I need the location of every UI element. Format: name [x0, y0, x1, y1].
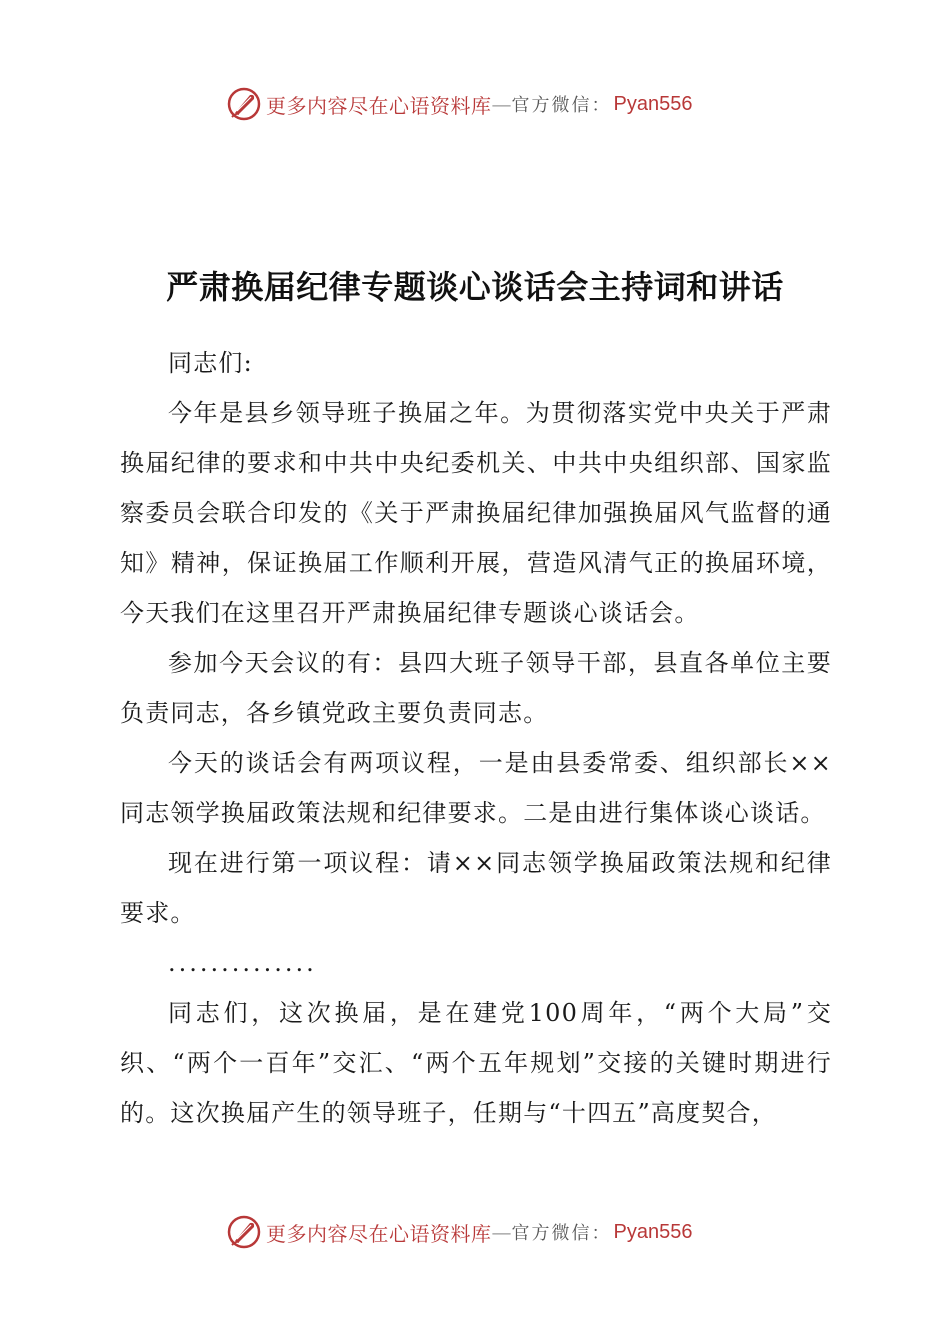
document-body — [120, 338, 832, 1138]
feather-pen-icon — [226, 1214, 262, 1250]
document-title: 严肃换届纪律专题谈心谈话会主持词和讲话 — [166, 268, 784, 306]
paragraph-speech: 同志们，这次换届，是在建党100周年，“两个大局”交织、“两个一百年”交汇、“两个五年规划”交接的关键时期进行的。这次换届产生的领导班子，任期与“十四五”高度契合， — [120, 999, 832, 1127]
watermark-brand: 更多内容尽在心语资料库 — [266, 93, 492, 118]
watermark-wechat-id: Pyan556 — [613, 1220, 693, 1243]
paragraph-intro: 今年是县乡领导班子换届之年。为贯彻落实党中央关于严肃换届纪律的要求和中共中央纪委机关、中共中央组织部、国家监察委员会联合印发的《关于严肃换届纪律加强换届风气监督的通知》精神，保证换届工作顺利开展，营造风清气正的换届环境，今天我们在这里召开严肃换届纪律专题谈心谈话会。 — [120, 399, 832, 627]
watermark-dash: — — [491, 1220, 512, 1244]
paragraph-ellipsis: .............. — [168, 949, 317, 977]
watermark-wechat-id: Pyan556 — [613, 92, 693, 115]
footer-watermark — [226, 1212, 692, 1252]
header-watermark — [226, 84, 692, 124]
paragraph-agenda: 今天的谈话会有两项议程，一是由县委常委、组织部长××同志领学换届政策法规和纪律要求。二是由进行集体谈心谈话。 — [120, 749, 832, 827]
paragraph-first-item: 现在进行第一项议程：请××同志领学换届政策法规和纪律要求。 — [120, 849, 832, 927]
feather-pen-icon — [226, 86, 262, 122]
watermark-label: 官方微信： — [511, 1223, 612, 1244]
watermark-brand: 更多内容尽在心语资料库 — [266, 1221, 492, 1246]
watermark-label: 官方微信： — [511, 95, 612, 116]
paragraph-salutation: 同志们: — [168, 349, 253, 377]
paragraph-attendees: 参加今天会议的有：县四大班子领导干部，县直各单位主要负责同志，各乡镇党政主要负责同志。 — [120, 649, 832, 727]
watermark-dash: — — [491, 92, 512, 116]
